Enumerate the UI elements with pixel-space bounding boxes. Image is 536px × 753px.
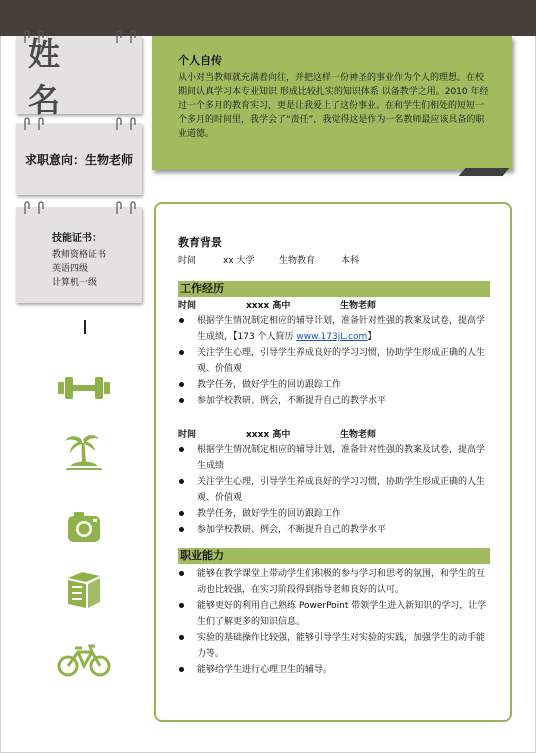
name-card <box>16 35 142 119</box>
binder-ring-icon <box>114 29 124 44</box>
binder-ring-icon <box>36 116 46 131</box>
job-bullet: 关注学生心理，引导学生养成良好的学习习惯，协助学生形成正确的人生观、价值观 <box>178 345 490 377</box>
job-time: 时间 <box>178 301 197 311</box>
job-bullets <box>178 313 490 409</box>
skills-card <box>16 207 142 303</box>
job-bullet: 教学任务，做好学生的回访跟踪工作 <box>178 506 490 522</box>
education-title: 教育背景 <box>178 236 222 249</box>
job-intent-card <box>16 123 142 195</box>
job-time: 时间 <box>178 430 197 440</box>
intro-shadow-tab <box>459 168 510 176</box>
job-header <box>178 299 490 313</box>
palm-island-icon <box>56 432 112 472</box>
binder-ring-icon <box>36 200 46 215</box>
education-row <box>178 253 490 266</box>
skill-item: 计算机一级 <box>52 278 98 288</box>
ability-item: 能够给学生进行心理卫生的辅导。 <box>178 662 490 678</box>
skill-item: 教师资格证书 <box>52 250 107 260</box>
job-role: 生物老师 <box>340 301 377 311</box>
job-school: xxxx 高中 <box>246 301 291 311</box>
abilities-list <box>178 566 490 678</box>
skill-item: 英语四级 <box>52 264 89 274</box>
job-bullet: 参加学校教研、例会，不断提升自己的教学水平 <box>178 393 490 409</box>
dumbbell-icon <box>56 368 112 408</box>
job-bullet: 教学任务，做好学生的回访跟踪工作 <box>178 377 490 393</box>
ability-item: 能够更好的利用自己熟练 PowerPoint 带领学生进入新知识的学习，让学生们了解更多的知识信息。 <box>178 598 490 630</box>
job-role: 生物老师 <box>340 430 377 440</box>
ability-item: 能够在教学课堂上带动学生们积极的参与学习和思考的氛围，和学生的互动也比较强，在实习阶段得到指导老师良好的认可。 <box>178 566 490 598</box>
bullet-text-end: 】 <box>367 332 377 342</box>
job-bullet: 参加学校教研、例会，不断提升自己的教学水平 <box>178 522 490 538</box>
intro-text: 从小对当教师就充满着向往，并把这样一份神圣的事业作为个人的理想。在校期间认真学习本专业知识 形成比较扎实的知识体系 以备教学之用。2010 年经过一个多月的教育实习，更是让我爱上了这份事业。在和学生们相处的短短一个多月的时间里，我学会了“责任”，我觉得这是作为一名教师最应该具备的职业道德。 <box>178 73 489 139</box>
candidate-name: 姓 名 <box>28 35 75 119</box>
job-bullets <box>178 442 490 538</box>
intro-title: 个人自传 <box>178 54 222 67</box>
binder-ring-icon <box>114 116 124 131</box>
job-entry <box>178 428 490 538</box>
education-time: 时间 <box>178 256 197 266</box>
binder-ring-icon <box>128 116 138 131</box>
binder-ring-icon <box>22 200 32 215</box>
resume-link[interactable]: www.173jL.com <box>296 332 368 342</box>
main-content-box <box>154 202 512 722</box>
job-bullet <box>178 313 490 345</box>
binder-ring-icon <box>128 200 138 215</box>
abilities-title: 职业能力 <box>178 548 490 564</box>
camera-icon <box>56 508 112 548</box>
text-cursor <box>84 320 86 334</box>
bullet-text: 根据学生情况制定相应的辅导计划，准备针对性强的教案及试卷，提高学生成绩，【173 个人简历 <box>197 316 486 342</box>
education-school: xx 大学 <box>223 256 255 266</box>
job-bullet: 根据学生情况制定相应的辅导计划，准备针对性强的教案及试卷，提高学生成绩 <box>178 442 490 474</box>
binder-ring-icon <box>36 29 46 44</box>
binder-ring-icon <box>128 29 138 44</box>
job-bullet: 关注学生心理，引导学生养成良好的学习习惯，协助学生形成正确的人生观、价值观 <box>178 474 490 506</box>
binder-ring-icon <box>22 29 32 44</box>
binder-ring-icon <box>22 116 32 131</box>
job-intent: 求职意向：生物老师 <box>24 152 133 167</box>
job-header <box>178 428 490 442</box>
books-icon <box>56 570 112 610</box>
job-school: xxxx 高中 <box>246 430 291 440</box>
binder-ring-icon <box>114 200 124 215</box>
intro-panel <box>152 36 512 170</box>
work-title: 工作经历 <box>178 281 490 297</box>
skills-title: 技能证书： <box>52 233 102 244</box>
bicycle-icon <box>56 640 112 680</box>
education-degree: 本科 <box>341 256 360 266</box>
job-entry <box>178 299 490 409</box>
ability-item: 实验的基础操作比较强，能够引导学生对实验的实践，加强学生的动手能力等。 <box>178 630 490 662</box>
education-major: 生物教育 <box>279 256 316 266</box>
